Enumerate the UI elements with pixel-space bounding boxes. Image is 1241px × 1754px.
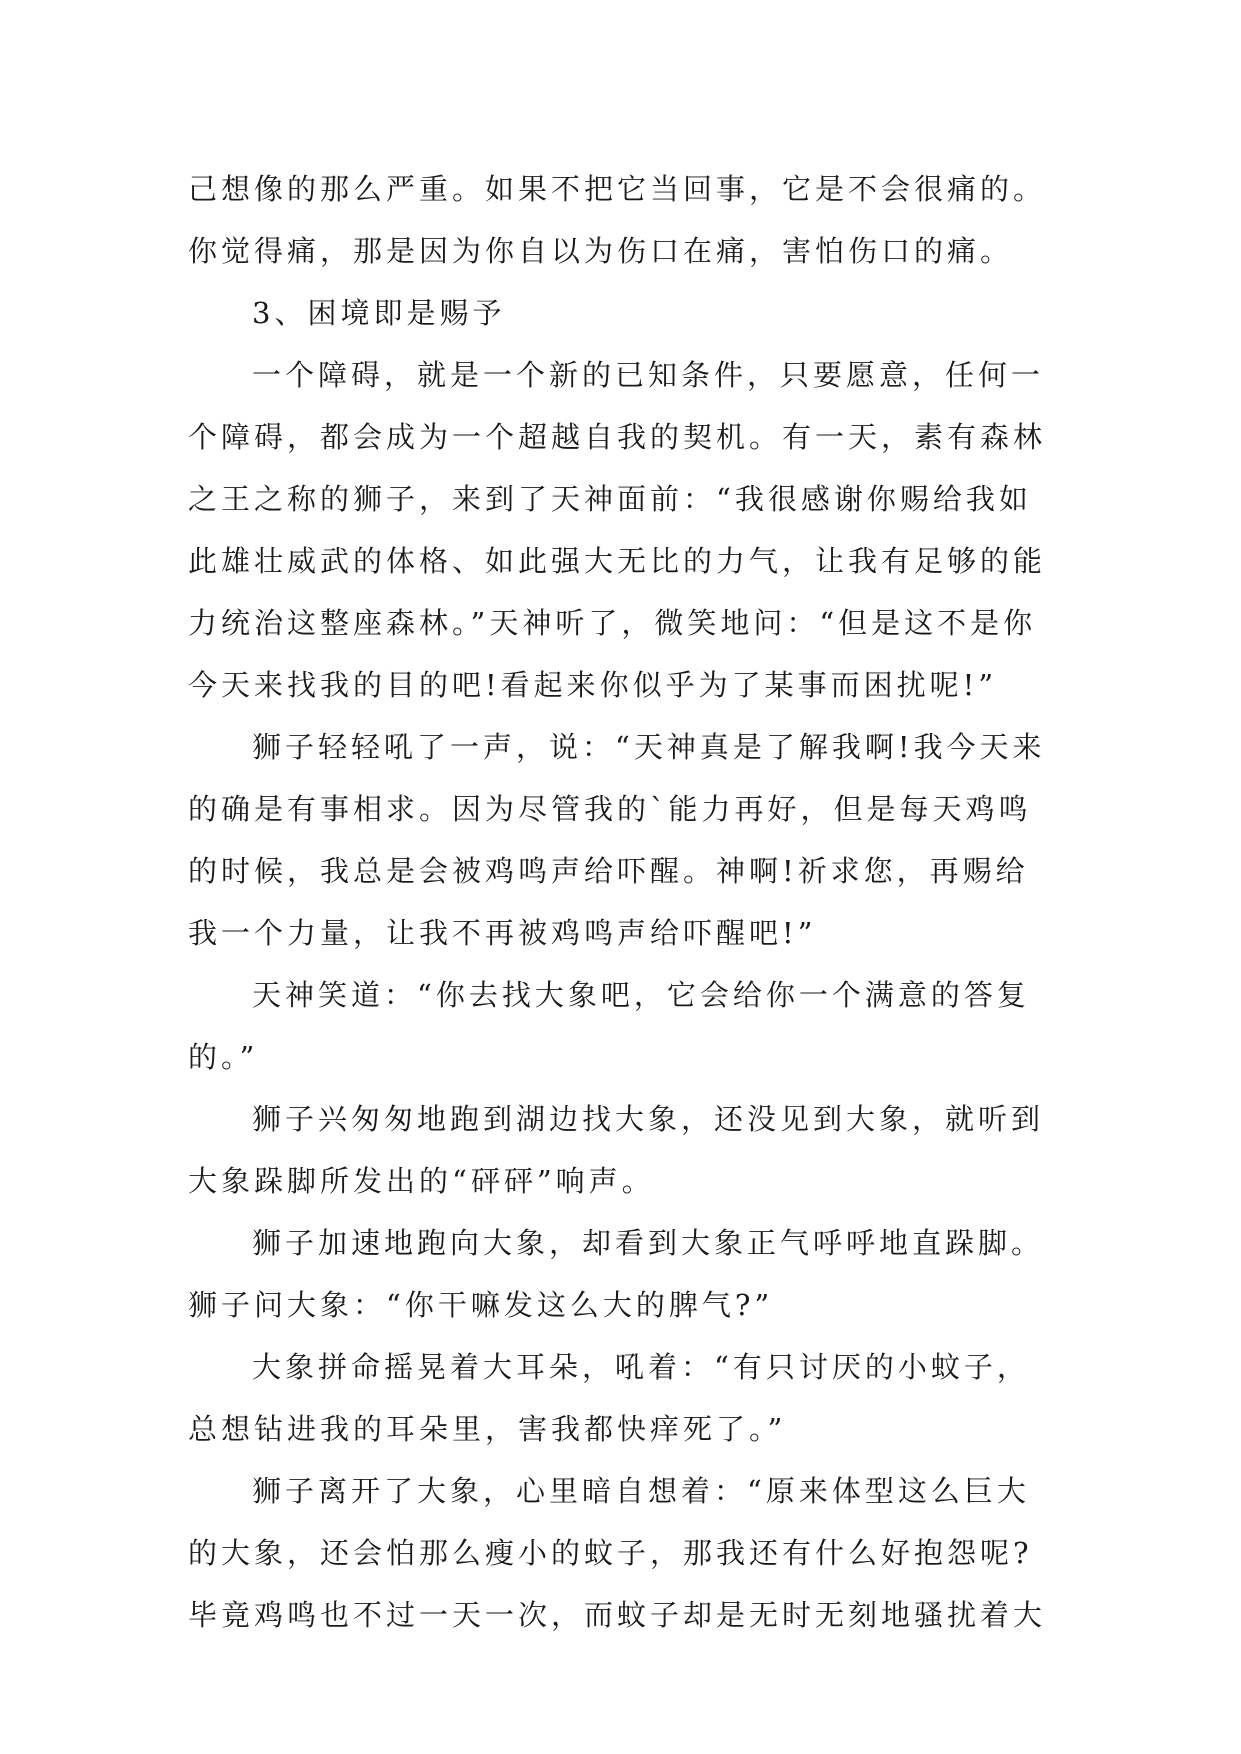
text-line: 之王之称的狮子，来到了天神面前：“我很感谢你赐给我如 — [188, 482, 1032, 516]
text-line: 大象拼命摇晃着大耳朵，吼着：“有只讨厌的小蚊子， — [252, 1350, 1030, 1384]
text-line: 大象跺脚所发出的“砰砰”响声。 — [188, 1164, 655, 1198]
text-line: 毕竟鸡鸣也不过一天一次，而蚊子却是无时无刻地骚扰着大 — [188, 1598, 1047, 1632]
text-line: 狮子轻轻吼了一声，说：“天神真是了解我啊!我今天来 — [252, 730, 1046, 764]
text-line: 的时候，我总是会被鸡鸣声给吓醒。神啊!祈求您，再赐给 — [188, 854, 1029, 888]
text-line: 今天来找我的目的吧!看起来你似乎为了某事而困扰呢!” — [188, 668, 998, 702]
text-line: 一个障碍，就是一个新的已知条件，只要愿意，任何一 — [252, 358, 1045, 392]
text-line: 我一个力量，让我不再被鸡鸣声给吓醒吧!” — [188, 916, 817, 950]
document-body — [188, 158, 1068, 1646]
text-line: 狮子加速地跑向大象，却看到大象正气呼呼地直跺脚。 — [252, 1226, 1045, 1260]
text-line: 的确是有事相求。因为尽管我的`能力再好，但是每天鸡鸣 — [188, 792, 1032, 826]
text-line: 的大象，还会怕那么瘦小的蚊子，那我还有什么好抱怨呢? — [188, 1536, 1033, 1570]
text-line: 个障碍，都会成为一个超越自我的契机。有一天，素有森林 — [188, 420, 1047, 454]
text-line: 狮子离开了大象，心里暗自想着：“原来体型这么巨大 — [252, 1474, 1030, 1508]
text-line: 力统治这整座森林。”天神听了，微笑地问：“但是这不是你 — [188, 606, 1037, 640]
text-line: 狮子问大象：“你干嘛发这么大的脾气?” — [188, 1288, 774, 1322]
text-line: 此雄壮威武的体格、如此强大无比的力气，让我有足够的能 — [188, 544, 1047, 578]
text-line: 的。” — [188, 1040, 259, 1074]
text-line: 天神笑道：“你去找大象吧，它会给你一个满意的答复 — [252, 978, 1030, 1012]
text-line: 狮子兴匆匆地跑到湖边找大象，还没见到大象，就听到 — [252, 1102, 1045, 1136]
text-line: 你觉得痛，那是因为你自以为伤口在痛，害怕伤口的痛。 — [188, 234, 1014, 268]
text-line: 总想钻进我的耳朵里，害我都快痒死了。” — [188, 1412, 787, 1446]
section-heading: 3、困境即是赐予 — [252, 296, 506, 330]
text-line: 己想像的那么严重。如果不把它当回事，它是不会很痛的。 — [188, 172, 1047, 206]
